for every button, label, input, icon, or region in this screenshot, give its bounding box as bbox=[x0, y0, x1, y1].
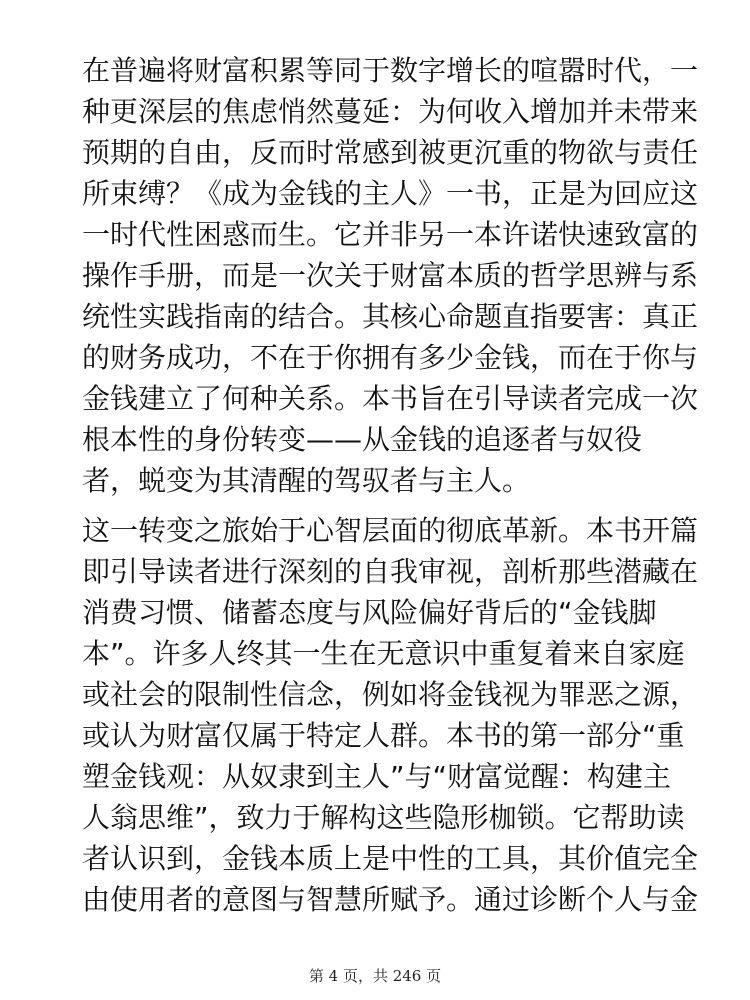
text-line: 金钱建立了何种关系。本书旨在引导读者完成一次 bbox=[82, 382, 699, 415]
paragraph-1 bbox=[82, 50, 699, 501]
text-line: 塑金钱观：从奴隶到主人”与“财富觉醒：构建主 bbox=[82, 760, 672, 793]
text-line: 由使用者的意图与智慧所赋予。通过诊断个人与金 bbox=[82, 883, 699, 916]
text-line: 消费习惯、储蓄态度与风险偏好背后的“金钱脚 bbox=[82, 596, 657, 629]
text-line: 统性实践指南的结合。其核心命题直指要害：真正 bbox=[82, 300, 699, 333]
text-line: 或社会的限制性信念，例如将金钱视为罪恶之源， bbox=[82, 678, 699, 711]
text-line: 预期的自由，反而时常感到被更沉重的物欲与责任 bbox=[82, 136, 699, 169]
body-text bbox=[82, 50, 699, 920]
text-line: 根本性的身份转变——从金钱的追逐者与奴役 bbox=[82, 423, 643, 456]
text-line: 种更深层的焦虑悄然蔓延：为何收入增加并未带来 bbox=[82, 95, 699, 128]
text-line: 的财务成功，不在于你拥有多少金钱，而在于你与 bbox=[82, 341, 699, 374]
text-line: 这一转变之旅始于心智层面的彻底革新。本书开篇 bbox=[82, 514, 699, 547]
text-line: 人翁思维”，致力于解构这些隐形枷锁。它帮助读 bbox=[82, 801, 685, 834]
text-line: 本”。许多人终其一生在无意识中重复着来自家庭 bbox=[82, 637, 685, 670]
text-line: 操作手册，而是一次关于财富本质的哲学思辨与系 bbox=[82, 259, 699, 292]
paragraph-2 bbox=[82, 510, 699, 920]
page-number-footer: 第 4 页，共 246 页 bbox=[308, 967, 442, 985]
paragraph-spacer bbox=[82, 501, 672, 510]
text-line: 在普遍将财富积累等同于数字增长的喧嚣时代，一 bbox=[82, 54, 699, 87]
text-line: 一时代性困惑而生。它并非另一本许诺快速致富的 bbox=[82, 218, 699, 251]
text-line: 即引导读者进行深刻的自我审视，剖析那些潜藏在 bbox=[82, 555, 699, 588]
text-line: 者认识到，金钱本质上是中性的工具，其价值完全 bbox=[82, 842, 699, 875]
text-line: 者，蜕变为其清醒的驾驭者与主人。 bbox=[82, 464, 531, 497]
text-line: 所束缚？《成为金钱的主人》一书，正是为回应这 bbox=[82, 177, 699, 210]
text-line: 或认为财富仅属于特定人群。本书的第一部分“重 bbox=[82, 719, 685, 752]
